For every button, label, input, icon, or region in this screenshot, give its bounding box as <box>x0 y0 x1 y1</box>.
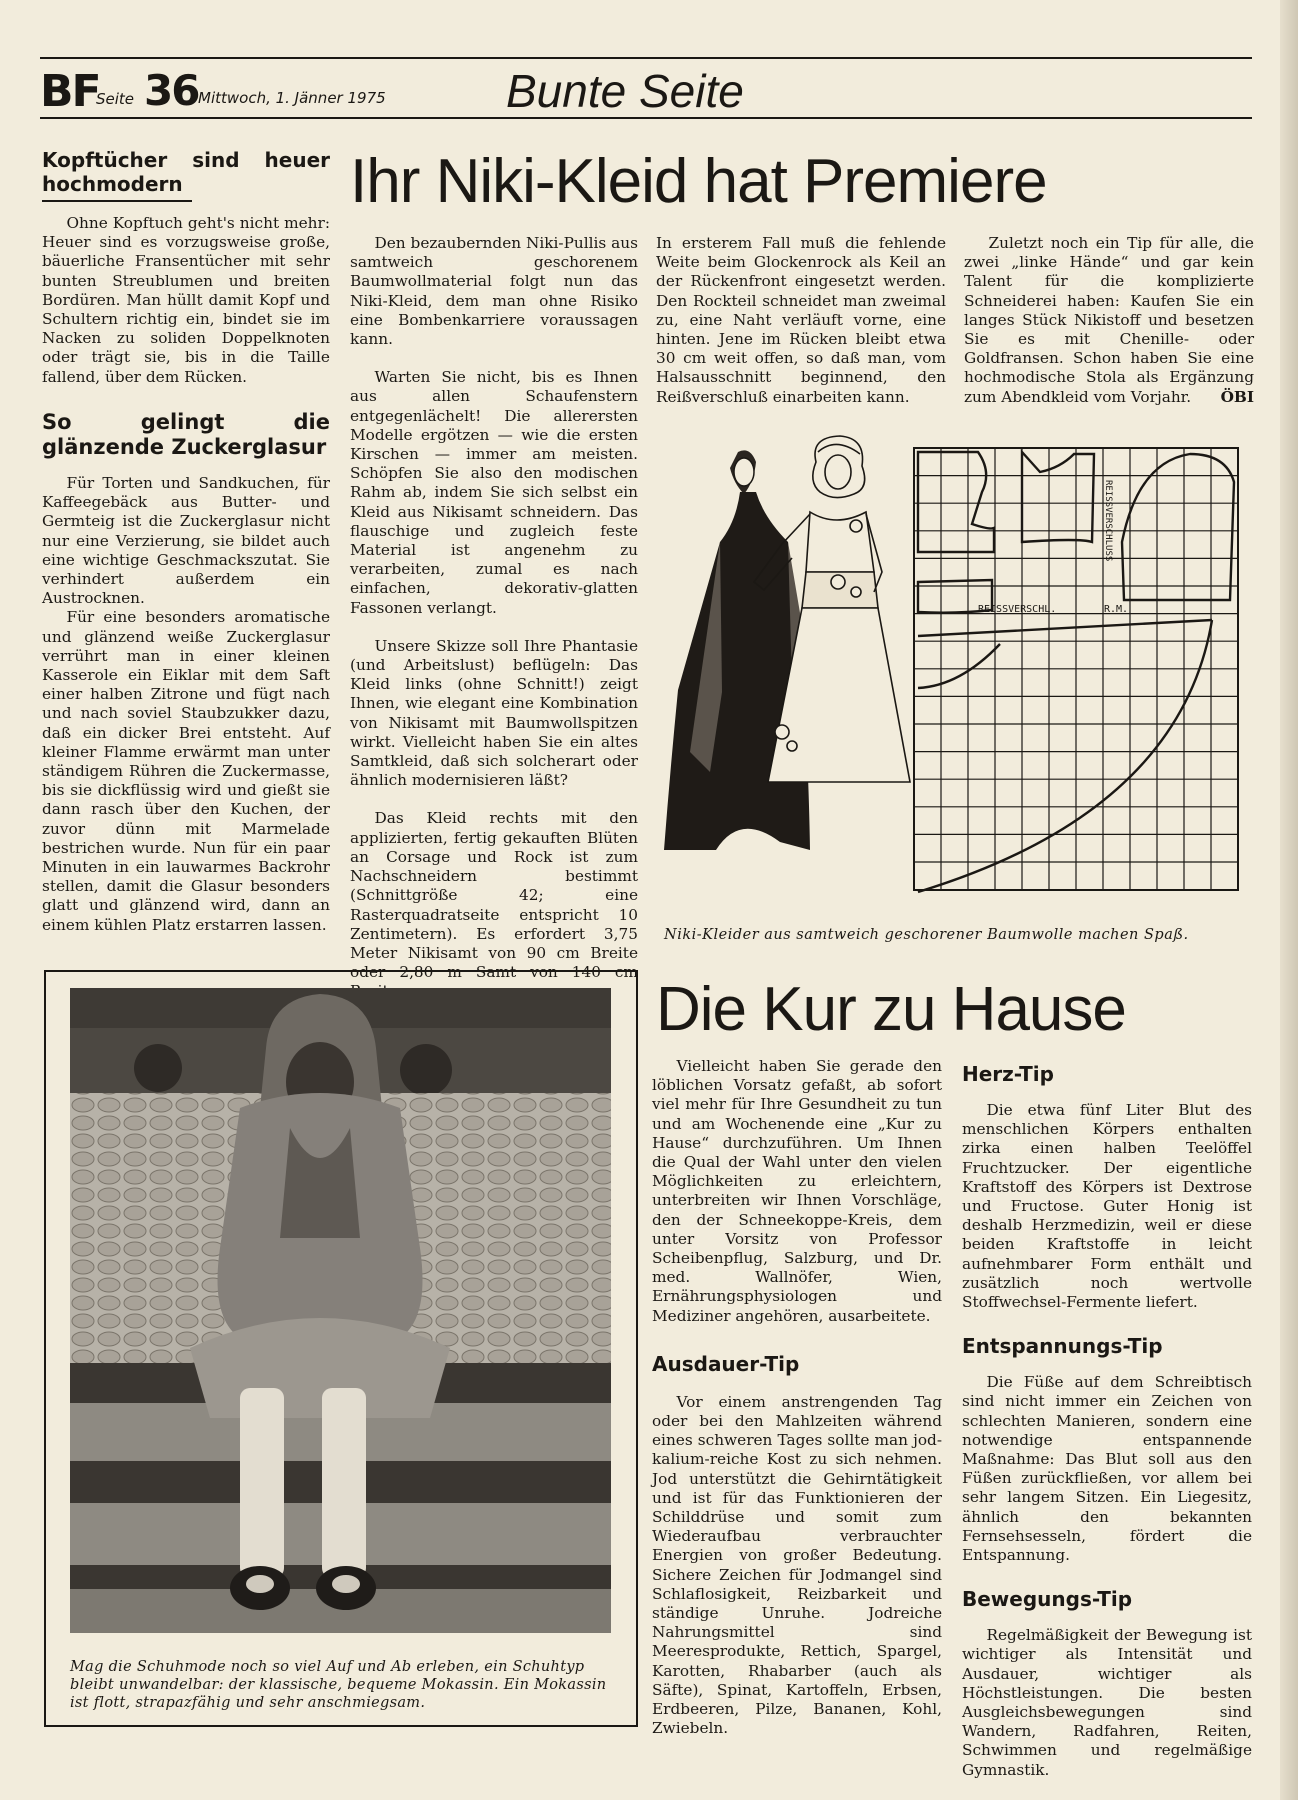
niki-caption: Niki-Kleider aus samtweich geschorener Baumwolle machen Spaß. <box>664 927 1189 943</box>
bewegung-headline: Bewegungs-Tip <box>962 1587 1133 1612</box>
kopftuecher-underline <box>42 200 192 202</box>
bewegung-body: Regelmäßigkeit der Bewegung ist wichtiger als Intensität und Ausdauer, wichtiger als Höchstleistungen. Die besten Ausgleichsbewegungen sind Wandern, Radfahren, Reiten, Schwimmen und regelmäßige Gymnastik. <box>962 1626 1252 1779</box>
kopftuecher-headline: Kopftücher sind heuer hochmodern <box>42 148 330 196</box>
page-edge <box>1280 0 1298 1800</box>
pattern-label-rm: R.M. <box>1104 604 1129 615</box>
ausdauer-headline: Ausdauer-Tip <box>652 1351 800 1376</box>
niki-column-2 <box>656 234 946 407</box>
zuckerglasur-headline: So gelingt die glänzende Zuckerglasur <box>42 410 330 459</box>
niki-paragraph: Unsere Skizze soll Ihre Phantasie (und Arbeitslust) beflügeln: Das Kleid links (ohne Schnitt!) zeigt Ihnen, wie elegant eine Kombination von Nikisamt mit Baumwollspitzen wirkt. Vielleicht haben Sie ein altes Samtkleid, daß sich solcherart oder ähnlich modernisieren läßt? <box>350 636 638 790</box>
kur-headline: Die Kur zu Hause <box>656 975 1126 1044</box>
pattern-label-zipper-bottom: REISSVERSCHL. <box>978 604 1057 615</box>
masthead-seite-label: Seite <box>96 90 135 108</box>
niki-paragraph: Den bezaubernden Niki-Pullis aus samtweich geschorenem Baumwollmaterial folgt nun das Niki-Kleid, dem man ohne Risiko eine Bombenkarriere voraussagen kann. <box>350 234 638 349</box>
niki-paragraph: Zuletzt noch ein Tip für alle, die zwei „linke Hände“ und gar kein Talent für die komplizierte Schneiderei haben: Kaufen Sie ein langes Stück Nikistoff und besetzen Sie es mit Chenille- oder Goldfransen. Schon haben Sie eine hochmodische Stola als Ergänzung zum Abendkleid vom Vorjahr. <box>964 234 1254 406</box>
masthead-page-number: 36 <box>144 66 199 115</box>
entspannung-body: Die Füße auf dem Schreibtisch sind nicht immer ein Zeichen von schlechten Manieren, sondern eine notwendige entspannende Maßnahme: Das Blut soll aus den Füßen zurückfließen, vor allem bei sehr langem Sitzen. Ein Liegesitz, ähnlich den bekannten Fernsehsesseln, fördert die Entspannung. <box>962 1373 1252 1565</box>
mokassin-photo <box>70 988 611 1633</box>
ausdauer-body: Vor einem anstrengenden Tag oder bei den Mahlzeiten während eines schweren Tages sollte man jod-kalium-reiche Kost zu sich nehmen. Jod unterstützt die Gehirntätigkeit und ist für das Funktionieren der Schilddrüse und somit zum Wiederaufbau verbrauchter Energien von großer Bedeutung. Sichere Zeichen für Jodmangel sind Schlaflosigkeit, Reizbarkeit und ständige Unruhe. Jodreiche Nahrungsmittel sind Meeresprodukte, Rettich, Spargel, Karotten, Rhabarber (auch als Säfte), Spinat, Kartoffeln, Erbsen, Erdbeeren, Pilze, Bananen, Kohl, Zwiebeln. <box>652 1392 942 1738</box>
herz-body: Die etwa fünf Liter Blut des menschlichen Körpers enthalten zirka einen halben Teelöffel Fruchtzucker. Der eigentliche Kraftstoff des Körpers ist Dextrose und Fructose. Guter Honig ist deshalb Herzmedizin, weil er diese beiden Kraftstoffe in leicht aufnehmbarer Form enthält und zusätzlich noch wertvolle Stoffwechsel-Fermente liefert. <box>962 1101 1252 1312</box>
zuckerglasur-paragraph: Für eine besonders aromatische und glänzend weiße Zuckerglasur verrührt man in einer kleinen Kasserole ein Eiklar mit dem Saft einer halben Zitrone und fügt nach und nach soviel Staubzukker dazu, daß ein dicker Brei entsteht. Auf kleiner Flamme erwärmt man unter ständigem Rühren die Zuckermasse, bis sie dickflüssig wird und gießt sie dann rasch über den Kuchen, der zuvor dünn mit Marmelade bestrichen wurde. Nun für ein paar Minuten in ein lauwarmes Backrohr stellen, damit die Glasur besonders glatt und glänzend wird, dann an einem kühlen Platz erstarren lassen. <box>42 608 330 934</box>
niki-column-1 <box>350 234 638 1002</box>
niki-paragraph: In ersterem Fall muß die fehlende Weite beim Glockenrock als Keil an der Rückenfront eingesetzt werden. Den Rockteil schneidet man zweimal zu, eine Naht verläuft vorne, eine hinten. Jene im Rücken bleibt etwa 30 cm weit offen, so daß man, vom Halsausschnitt beginnend, den Reißverschluß einarbeiten kann. <box>656 234 946 406</box>
masthead-section-title: Bunte Seite <box>506 65 744 117</box>
niki-paragraph: Warten Sie nicht, bis es Ihnen aus allen Schaufenstern entgegenlächelt! Die allerersten Modelle ergötzen — wie die ersten Kirschen — immer am meisten. Schöpfen Sie also den modischen Rahm ab, indem Sie sich selbst ein Kleid aus Nikisamt schneidern. Das flauschige und zugleich feste Material ist angenehm zu verarbeiten, zumal es nach einfachen, dekorativ-glatten Fassonen verlangt. <box>350 368 638 617</box>
article-kopftuecher <box>42 148 330 387</box>
article-zuckerglasur <box>42 410 330 935</box>
masthead-date: Mittwoch, 1. Jänner 1975 <box>198 89 386 107</box>
kur-column-2 <box>962 1062 1252 1780</box>
niki-byline: ÖBI <box>1220 387 1254 406</box>
kopftuecher-body: Ohne Kopftuch geht's nicht mehr: Heuer sind es vorzugsweise große, bäuerliche Fransentücher mit sehr bunten Streublumen und breiten Bordüren. Man hüllt damit Kopf und Schultern richtig ein, bindet sie im Nacken zu soliden Doppelknoten oder trägt sie, bis in die Taille fallend, über dem Rücken. <box>42 214 330 386</box>
pattern-label-zipper-top: REISSVERSCHLUSS <box>1103 480 1113 562</box>
entspannung-headline: Entspannungs-Tip <box>962 1334 1163 1359</box>
masthead-bottom-rule <box>40 117 1252 119</box>
photo-caption: Mag die Schuhmode noch so viel Auf und Ab erleben, ein Schuhtyp bleibt unwandelbar: der klassische, bequeme Mokassin. Ein Mokassin ist flott, strapazfähig und sehr anschmiegsam. <box>70 1659 607 1711</box>
masthead-top-rule <box>40 57 1252 59</box>
niki-column-3 <box>964 234 1254 407</box>
masthead-logo: BF <box>40 66 100 117</box>
kur-column-1 <box>652 1057 942 1739</box>
niki-paragraph: Das Kleid rechts mit den applizierten, fertig gekauften Blüten an Corsage und Rock ist zum Nachschneidern bestimmt (Schnittgröße 42; eine Rasterquadratseite entspricht 10 Zentimetern). Es erfordert 3,75 Meter Nikisamt von 90 cm Breite oder 2,80 m Samt von 140 cm <box>350 809 638 982</box>
herz-headline: Herz-Tip <box>962 1062 1054 1086</box>
pattern-grid <box>914 448 1238 890</box>
niki-illustration <box>660 432 1250 912</box>
niki-headline: Ihr Niki-Kleid hat Premiere <box>350 147 1047 216</box>
kur-intro: Vielleicht haben Sie gerade den löblichen Vorsatz gefaßt, ab sofort viel mehr für Ihre Gesundheit zu tun und am Wochenende eine „Kur zu Hause“ durchzuführen. Um Ihnen die Qual der Wahl unter den vielen Möglichkeiten zu erleichtern, unterbreiten wir Ihnen Vorschläge, den der Schneekoppe-Kreis, dem unter Vorsitz von Professor Scheibenpflug, Salzburg, und Dr. med. Wallnöfer, Wien, Ernährungsphysiologen und Mediziner angehören, ausarbeitete. <box>652 1057 942 1325</box>
zuckerglasur-paragraph: Für Torten und Sandkuchen, für Kaffeegebäck aus Butter- und Germteig ist die Zuckerglasur nicht nur eine Verzierung, sie bildet auch eine wichtige Geschmackszutat. Sie verhindert außerdem ein Austrocknen. <box>42 474 330 608</box>
